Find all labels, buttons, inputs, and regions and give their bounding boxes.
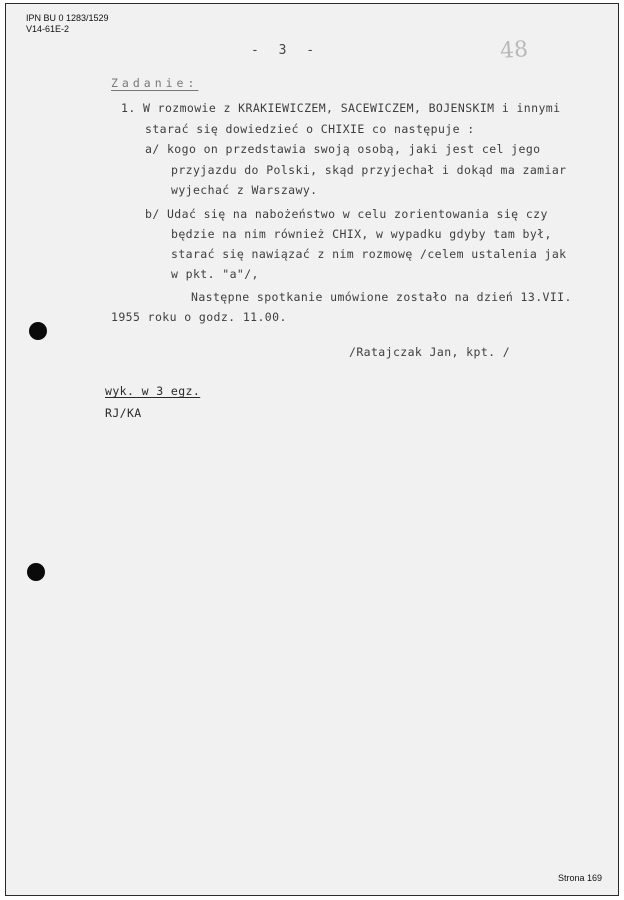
item-b-line-2: będzie na nim również CHIX, w wypadku gdyby tam był, xyxy=(171,227,552,241)
item-b-line-4: w pkt. "a"/, xyxy=(171,267,259,281)
item-a-line-3: wyjechać z Warszawy. xyxy=(171,183,318,197)
initials: RJ/KA xyxy=(105,406,142,420)
item-a-line-2: przyjazdu do Polski, skąd przyjechał i dokąd ma zamiar xyxy=(171,163,567,177)
punch-hole-top xyxy=(29,322,47,340)
meeting-line-1: Następne spotkanie umówione zostało na dzień 13.VII. xyxy=(191,290,572,304)
archive-ref-line-1: IPN BU 0 1283/1529 xyxy=(26,13,109,23)
task-line-2: starać się dowiedzieć o CHIXIE co następuje : xyxy=(145,122,475,136)
signature: /Ratajczak Jan, kpt. / xyxy=(349,345,511,359)
meeting-line-2: 1955 roku o godz. 11.00. xyxy=(111,310,287,324)
item-b-line-1: b/ Udać się na nabożeństwo w celu zorientowania się czy xyxy=(145,207,548,221)
handwritten-number: 48 xyxy=(499,37,529,64)
archive-ref-line-2: V14-61E-2 xyxy=(26,24,70,34)
item-b-line-3: starać się nawiązać z nim rozmowę /celem ustalenia jak xyxy=(171,247,567,261)
task-heading: Zadanie: xyxy=(111,76,199,90)
punch-hole-bottom xyxy=(27,563,45,581)
copies-note: wyk. w 3 egz. xyxy=(105,384,201,398)
task-line-1: 1. W rozmowie z KRAKIEWICZEM, SACEWICZEM, BOJENSKIM i innymi xyxy=(121,101,561,115)
document-page xyxy=(5,3,619,896)
page-footer-label: Strona 169 xyxy=(558,873,603,883)
page-number: - 3 - xyxy=(251,43,321,58)
item-a-line-1: a/ kogo on przedstawia swoją osobą, jaki jest cel jego xyxy=(145,142,541,156)
archive-reference xyxy=(26,13,109,35)
